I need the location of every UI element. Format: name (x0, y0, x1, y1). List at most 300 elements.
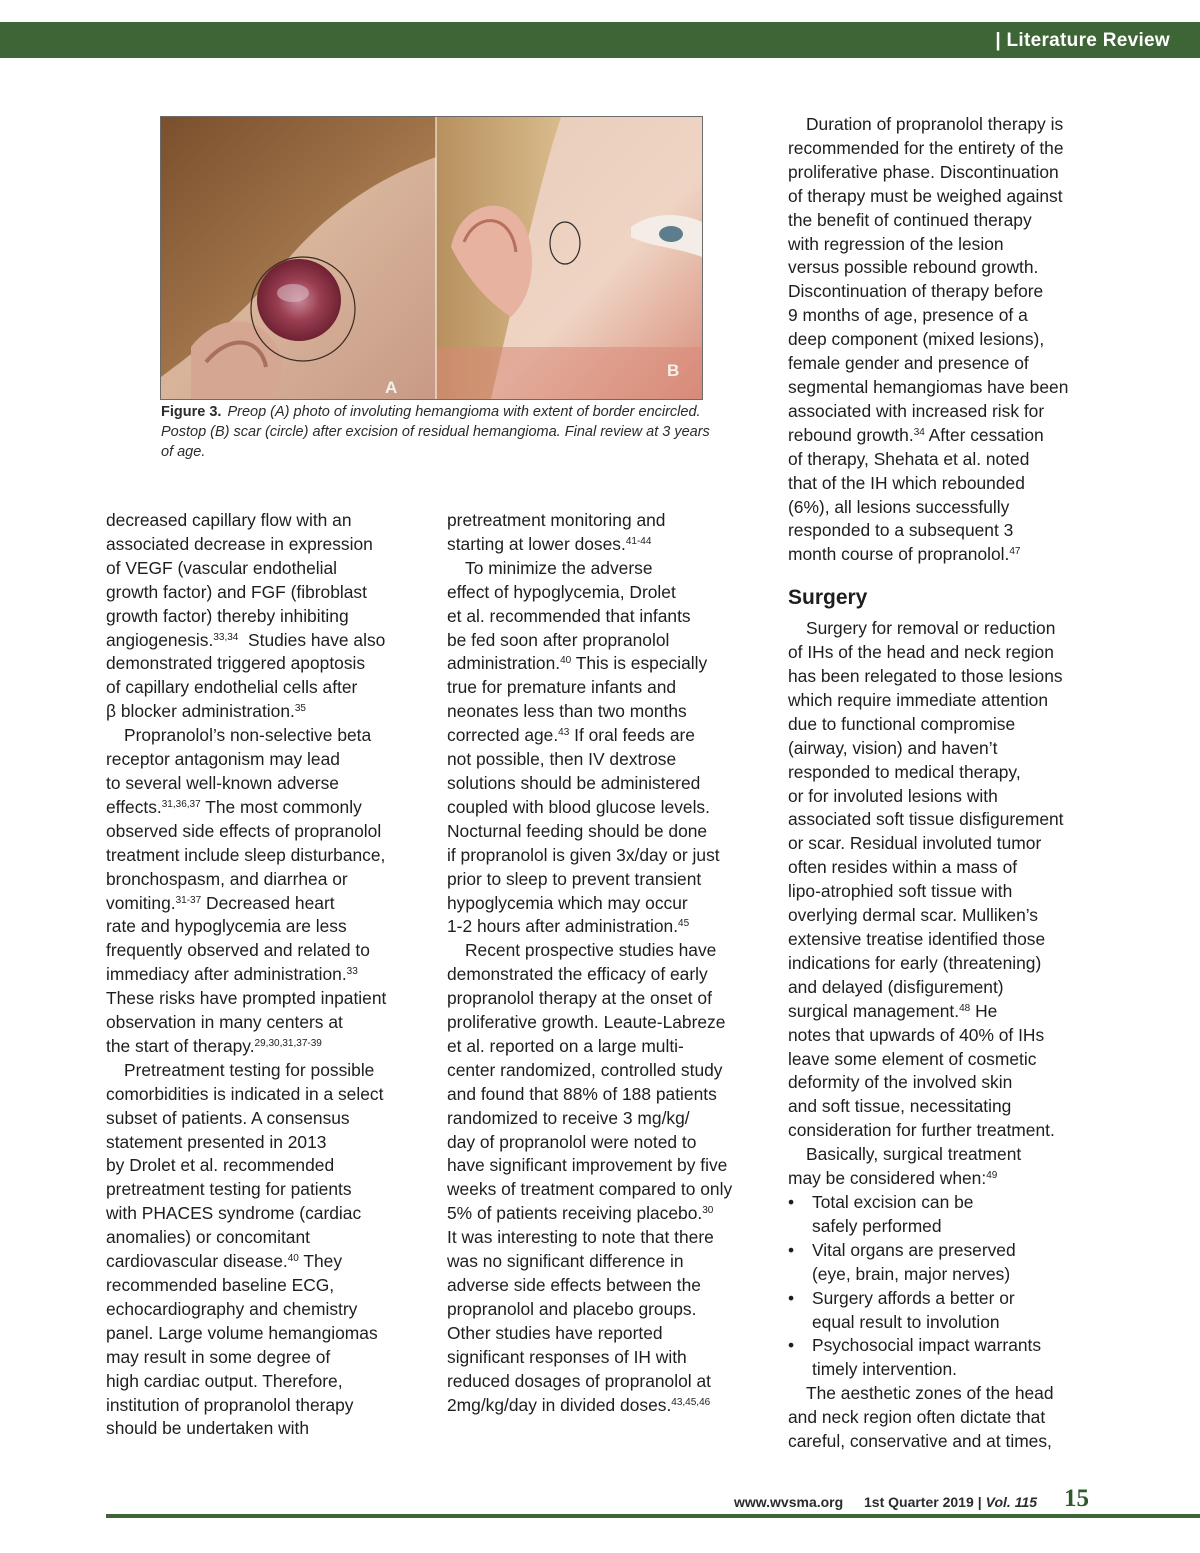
line-text: the benefit of continued therapy (788, 209, 1032, 230)
line-text: demonstrated the efficacy of early (447, 964, 708, 985)
text-line (106, 1322, 424, 1346)
line-text: institution of propranolol therapy (106, 1394, 354, 1415)
line-text: starting at lower doses. (447, 533, 626, 554)
text-line (106, 1298, 424, 1322)
line-text: of capillary endothelial cells after (106, 677, 358, 698)
text-line (788, 689, 1100, 713)
line-text: adverse side effects between the (447, 1275, 701, 1295)
text-line (788, 665, 1100, 689)
citation-superscript: 41-44 (625, 535, 652, 547)
text-line (447, 700, 769, 724)
line-text: demonstrated triggered apoptosis (106, 653, 366, 674)
line-text: 9 months of age, presence of a (788, 305, 1028, 326)
text-line (106, 1226, 424, 1250)
text-line (106, 1107, 424, 1131)
line-text: center randomized, controlled study (447, 1059, 723, 1080)
citation-superscript: 45 (678, 918, 690, 930)
line-text: The aesthetic zones of the head (806, 1383, 1054, 1404)
column-2-lines (447, 509, 769, 1417)
line-text: panel. Large volume hemangiomas (106, 1322, 378, 1343)
line-text: has been relegated to those lesions (788, 666, 1063, 687)
line-text: reduced dosages of propranolol at (447, 1370, 711, 1391)
line-text: Other studies have reported (447, 1322, 663, 1343)
line-text: (airway, vision) and haven’t (788, 737, 998, 758)
text-line (788, 1167, 1100, 1191)
text-line (447, 1394, 769, 1418)
text-line (447, 1178, 769, 1202)
text-line (788, 641, 1100, 665)
text-line (106, 772, 424, 796)
text-line (447, 1202, 769, 1226)
text-line (106, 676, 424, 700)
citation-superscript: 33,34 (213, 631, 239, 643)
text-line (106, 1131, 424, 1155)
text-line (788, 472, 1100, 496)
line-text: 2mg/kg/day in divided doses. (447, 1394, 672, 1415)
text-line (788, 113, 1100, 137)
text-line (788, 952, 1100, 976)
text-line (106, 1370, 424, 1394)
citation-superscript: 31,36,37 (161, 798, 201, 810)
text-line (106, 844, 424, 868)
line-text: lipo-atrophied soft tissue with (788, 881, 1013, 902)
line-text: comorbidities is indicated in a select (106, 1083, 384, 1104)
line-text-continued: If oral feeds are (569, 725, 695, 746)
line-text: 1-2 hours after administration. (447, 916, 679, 937)
text-line (106, 939, 424, 963)
citation-superscript: 33 (346, 966, 358, 978)
line-text: treatment include sleep disturbance, (106, 844, 386, 865)
line-text: solutions should be administered (447, 772, 701, 793)
line-text-continued: After cessation (924, 424, 1044, 445)
line-text: overlying dermal scar. Mulliken’s (788, 905, 1039, 926)
line-text: Propranolol’s non-selective beta (124, 725, 372, 746)
line-text: deformity of the involved skin (788, 1072, 1013, 1093)
text-line (447, 868, 769, 892)
text-line (106, 1083, 424, 1107)
text-line (447, 1274, 769, 1298)
line-text: subset of patients. A consensus (106, 1107, 350, 1128)
text-line (447, 1298, 769, 1322)
text-line (106, 1346, 424, 1370)
line-text: prior to sleep to prevent transient (447, 868, 702, 889)
line-text: have significant improvement by five (447, 1155, 728, 1176)
text-line (788, 1000, 1100, 1024)
text-line (788, 496, 1100, 520)
text-line (106, 1011, 424, 1035)
text-line (788, 137, 1100, 161)
line-text: the start of therapy. (106, 1035, 255, 1056)
text-line (106, 557, 424, 581)
text-line (106, 1417, 424, 1441)
text-line (447, 676, 769, 700)
line-text: Surgery for removal or reduction (806, 618, 1056, 639)
line-text: if propranolol is given 3x/day or just (447, 844, 720, 865)
page-number: 15 (1064, 1485, 1089, 1512)
text-line (447, 987, 769, 1011)
line-text: Recent prospective studies have (465, 940, 717, 961)
text-line (788, 376, 1100, 400)
text-column-3 (788, 113, 1100, 1454)
line-text: echocardiography and chemistry (106, 1298, 358, 1319)
section-title: | Literature Review (995, 30, 1170, 51)
text-line (788, 785, 1100, 809)
citation-superscript: 35 (294, 703, 306, 715)
line-text: frequently observed and related to (106, 940, 370, 961)
line-text-continued: They (298, 1251, 343, 1272)
column-3-surgery-lines (788, 617, 1100, 1191)
citation-superscript: 31-37 (175, 894, 202, 906)
text-line (447, 1154, 769, 1178)
list-item-text: Surgery affords a better or (812, 1287, 1015, 1308)
line-text: of IHs of the head and neck region (788, 642, 1054, 663)
citation-superscript: 29,30,31,37-39 (254, 1037, 322, 1049)
line-text: corrected age. (447, 725, 559, 746)
list-item (788, 1239, 1100, 1287)
line-text: Duration of propranolol therapy is (806, 114, 1064, 134)
page-footer (0, 1485, 1200, 1514)
text-line (106, 1250, 424, 1274)
line-text: female gender and presence of (788, 353, 1029, 374)
line-text: may result in some degree of (106, 1346, 331, 1367)
line-text: angiogenesis. (106, 629, 214, 650)
text-line (788, 904, 1100, 928)
text-line (788, 280, 1100, 304)
text-line (788, 543, 1100, 567)
citation-superscript: 43 (558, 727, 570, 739)
text-line (447, 1011, 769, 1035)
line-text: (6%), all lesions successfully (788, 496, 1010, 517)
text-line (788, 256, 1100, 280)
text-line (447, 533, 769, 557)
line-text: leave some element of cosmetic (788, 1048, 1037, 1069)
text-line (788, 1071, 1100, 1095)
text-line (788, 519, 1100, 543)
line-text: associated soft tissue disfigurement (788, 809, 1064, 830)
text-line (106, 1154, 424, 1178)
text-line (788, 928, 1100, 952)
line-text: proliferative growth. Leaute-Labreze (447, 1012, 726, 1033)
line-text: with PHACES syndrome (cardiac (106, 1203, 362, 1224)
text-line (106, 1035, 424, 1059)
line-text: propranolol and placebo groups. (447, 1298, 697, 1319)
text-column-2 (447, 509, 769, 1417)
column-3-intro-lines (788, 113, 1100, 567)
footer-quarter: 1st Quarter 2019 (864, 1494, 974, 1510)
line-text-continued: This is especially (571, 653, 708, 674)
text-line (106, 629, 424, 653)
line-text-continued: Studies have also (238, 629, 386, 650)
bullet-icon: • (788, 1335, 795, 1356)
text-line (106, 987, 424, 1011)
text-line (447, 581, 769, 605)
text-line (447, 748, 769, 772)
text-line (788, 880, 1100, 904)
footer-volume: Vol. 115 (985, 1494, 1038, 1510)
citation-superscript: 49 (986, 1170, 998, 1182)
text-line (788, 976, 1100, 1000)
text-line (106, 605, 424, 629)
line-text: was no significant difference in (447, 1251, 684, 1272)
text-line (788, 1382, 1100, 1406)
line-text: true for premature infants and (447, 677, 677, 698)
line-text: extensive treatise identified those (788, 929, 1046, 949)
line-text-continued: The most commonly (200, 796, 362, 817)
line-text: observation in many centers at (106, 1012, 343, 1033)
line-text: immediacy after administration. (106, 964, 347, 985)
text-line (788, 328, 1100, 352)
line-text: rebound growth. (788, 424, 914, 445)
line-text: These risks have prompted inpatient (106, 988, 387, 1009)
text-line (447, 1346, 769, 1370)
line-text: and delayed (disfigurement) (788, 976, 1004, 997)
list-item-text: Total excision can be (812, 1191, 974, 1212)
text-line (447, 844, 769, 868)
line-text: rate and hypoglycemia are less (106, 916, 347, 937)
bullet-icon: • (788, 1191, 795, 1212)
figure-caption-text: Preop (A) photo of involuting hemangioma with extent of border encircled. Postop (B) scar (circle) after excision of residual hemangioma. Final review at 3 years of age. (161, 404, 710, 460)
text-line (447, 963, 769, 987)
line-text: pretreatment testing for patients (106, 1179, 352, 1200)
text-line (447, 1107, 769, 1131)
line-text: and found that 88% of 188 patients (447, 1083, 717, 1104)
footer-issue (864, 1494, 1037, 1510)
panel-a-label: A (385, 378, 398, 397)
line-text: weeks of treatment compared to only (447, 1179, 733, 1200)
text-line (447, 629, 769, 653)
line-text: vomiting. (106, 892, 176, 913)
bullet-icon: • (788, 1239, 795, 1260)
text-line (106, 533, 424, 557)
text-line (447, 1322, 769, 1346)
line-text: propranolol therapy at the onset of (447, 988, 712, 1009)
text-line (106, 724, 424, 748)
line-text: et al. recommended that infants (447, 605, 691, 626)
line-text: and soft tissue, necessitating (788, 1096, 1012, 1117)
line-text: Pretreatment testing for possible (124, 1059, 375, 1080)
line-text: of therapy, Shehata et al. noted (788, 448, 1030, 469)
line-text: to several well-known adverse (106, 772, 339, 793)
line-text: be fed soon after propranolol (447, 629, 670, 650)
line-text: of VEGF (vascular endothelial (106, 557, 338, 578)
text-line (106, 748, 424, 772)
list-item (788, 1191, 1100, 1239)
list-item-text: equal result to involution (812, 1311, 1000, 1332)
line-text: notes that upwards of 40% of IHs (788, 1024, 1045, 1045)
text-line (106, 1274, 424, 1298)
text-line (447, 652, 769, 676)
text-line (447, 509, 769, 533)
line-text: hypoglycemia which may occur (447, 892, 688, 913)
citation-superscript: 30 (702, 1205, 714, 1217)
figure-3-photo (160, 116, 703, 400)
figure-caption-label: Figure 3. (161, 404, 222, 420)
text-line (106, 868, 424, 892)
line-text: 5% of patients receiving placebo. (447, 1203, 703, 1224)
line-text: consideration for further treatment. (788, 1120, 1055, 1141)
text-line (788, 233, 1100, 257)
line-text: that of the IH which rebounded (788, 472, 1025, 493)
citation-superscript: 43,45,46 (671, 1396, 711, 1408)
line-text: often resides within a mass of (788, 857, 1018, 878)
line-text: Basically, surgical treatment (806, 1144, 1022, 1165)
text-line (788, 737, 1100, 761)
surgery-criteria-list (788, 1191, 1100, 1382)
line-text: not possible, then IV dextrose (447, 749, 677, 770)
bullet-icon: • (788, 1287, 795, 1308)
line-text: month course of propranolol. (788, 544, 1010, 565)
text-line (106, 796, 424, 820)
list-item-text: (eye, brain, major nerves) (812, 1263, 1011, 1284)
line-text: proliferative phase. Discontinuation (788, 161, 1059, 182)
line-text: decreased capillary flow with an (106, 510, 352, 530)
line-text: coupled with blood glucose levels. (447, 796, 710, 817)
line-text: responded to a subsequent 3 (788, 520, 1014, 541)
footer-url[interactable]: www.wvsma.org (734, 1494, 844, 1510)
line-text-continued: Decreased heart (201, 892, 335, 913)
line-text: et al. reported on a large multi- (447, 1035, 684, 1056)
line-text: growth factor) thereby inhibiting (106, 605, 349, 626)
citation-superscript: 40 (560, 655, 572, 667)
list-item (788, 1334, 1100, 1382)
text-line (106, 652, 424, 676)
citation-superscript: 48 (959, 1002, 971, 1014)
line-text: observed side effects of propranolol (106, 820, 382, 841)
line-text: recommended for the entirety of the (788, 137, 1064, 158)
line-text: anomalies) or concomitant (106, 1227, 310, 1248)
text-line (106, 1394, 424, 1418)
line-text: β blocker administration. (106, 701, 295, 722)
line-text: responded to medical therapy, (788, 761, 1021, 782)
line-text: neonates less than two months (447, 701, 687, 722)
line-text: versus possible rebound growth. (788, 257, 1039, 278)
line-text: pretreatment monitoring and (447, 510, 666, 530)
footer-rule (106, 1514, 1200, 1518)
line-text: day of propranolol were noted to (447, 1131, 697, 1152)
text-line (788, 304, 1100, 328)
line-text: Nocturnal feeding should be done (447, 820, 708, 841)
text-line (447, 892, 769, 916)
list-item-text: safely performed (812, 1215, 942, 1236)
text-line (106, 892, 424, 916)
line-text: associated decrease in expression (106, 533, 373, 554)
line-text: growth factor) and FGF (fibroblast (106, 581, 367, 602)
line-text-continued: He (970, 1000, 998, 1021)
text-line (788, 424, 1100, 448)
text-line (788, 1095, 1100, 1119)
line-text: and neck region often dictate that (788, 1407, 1046, 1428)
text-line (788, 1406, 1100, 1430)
line-text: by Drolet et al. recommended (106, 1155, 335, 1176)
text-line (447, 1370, 769, 1394)
text-line (447, 1250, 769, 1274)
line-text: deep component (mixed lesions), (788, 329, 1045, 350)
hemangioma-photo-illustration (161, 117, 702, 399)
text-line (447, 1131, 769, 1155)
column-1-lines (106, 509, 424, 1441)
text-line (106, 963, 424, 987)
text-line (788, 617, 1100, 641)
list-item-text: Psychosocial impact warrants (812, 1335, 1042, 1356)
text-line (447, 939, 769, 963)
line-text: surgical management. (788, 1000, 960, 1021)
list-item-text: timely intervention. (812, 1359, 957, 1380)
text-line (447, 557, 769, 581)
line-text: of therapy must be weighed against (788, 185, 1063, 206)
text-line (788, 352, 1100, 376)
footer-separator: | (977, 1494, 982, 1510)
text-line (788, 1430, 1100, 1454)
text-line (447, 1226, 769, 1250)
line-text: or for involuted lesions with (788, 785, 998, 806)
section-heading-surgery: Surgery (788, 586, 868, 610)
text-line (788, 161, 1100, 185)
text-line (788, 448, 1100, 472)
line-text: or scar. Residual involuted tumor (788, 833, 1042, 854)
line-text: should be undertaken with (106, 1418, 310, 1439)
line-text: may be considered when: (788, 1168, 987, 1189)
text-line (447, 915, 769, 939)
line-text: indications for early (threatening) (788, 952, 1042, 973)
citation-superscript: 40 (287, 1253, 299, 1265)
line-text: with regression of the lesion (788, 233, 1004, 254)
line-text: receptor antagonism may lead (106, 749, 340, 770)
citation-superscript: 34 (913, 426, 925, 438)
text-line (106, 1059, 424, 1083)
line-text: due to functional compromise (788, 713, 1016, 734)
text-line (788, 209, 1100, 233)
text-line (788, 856, 1100, 880)
line-text: segmental hemangiomas have been (788, 376, 1069, 397)
list-item-text: Vital organs are preserved (812, 1239, 1016, 1260)
text-line (447, 796, 769, 820)
line-text: effects. (106, 796, 162, 817)
text-line (788, 1143, 1100, 1167)
text-line (788, 400, 1100, 424)
line-text: significant responses of IH with (447, 1346, 687, 1367)
line-text: associated with increased risk for (788, 400, 1045, 421)
text-line (447, 1083, 769, 1107)
figure-caption (161, 402, 721, 462)
text-line (106, 1178, 424, 1202)
line-text: statement presented in 2013 (106, 1131, 327, 1152)
line-text: Discontinuation of therapy before (788, 281, 1044, 302)
text-line (788, 832, 1100, 856)
text-line (447, 772, 769, 796)
text-line (106, 509, 424, 533)
line-text: high cardiac output. Therefore, (106, 1370, 343, 1391)
text-line (788, 1048, 1100, 1072)
text-line (788, 713, 1100, 737)
text-line (106, 1202, 424, 1226)
line-text: It was interesting to note that there (447, 1227, 714, 1248)
line-text: randomized to receive 3 mg/kg/ (447, 1107, 690, 1128)
text-line (447, 605, 769, 629)
text-line (447, 724, 769, 748)
citation-superscript: 47 (1009, 546, 1021, 558)
text-line (106, 820, 424, 844)
line-text: which require immediate attention (788, 689, 1049, 710)
column-3-closing-lines (788, 1382, 1100, 1454)
text-line (788, 1119, 1100, 1143)
panel-b-label: B (667, 361, 680, 380)
text-line (788, 185, 1100, 209)
text-line (788, 1024, 1100, 1048)
line-text: effect of hypoglycemia, Drolet (447, 581, 676, 602)
line-text: administration. (447, 653, 561, 674)
line-text: careful, conservative and at times, (788, 1431, 1052, 1452)
line-text: To minimize the adverse (465, 557, 653, 578)
